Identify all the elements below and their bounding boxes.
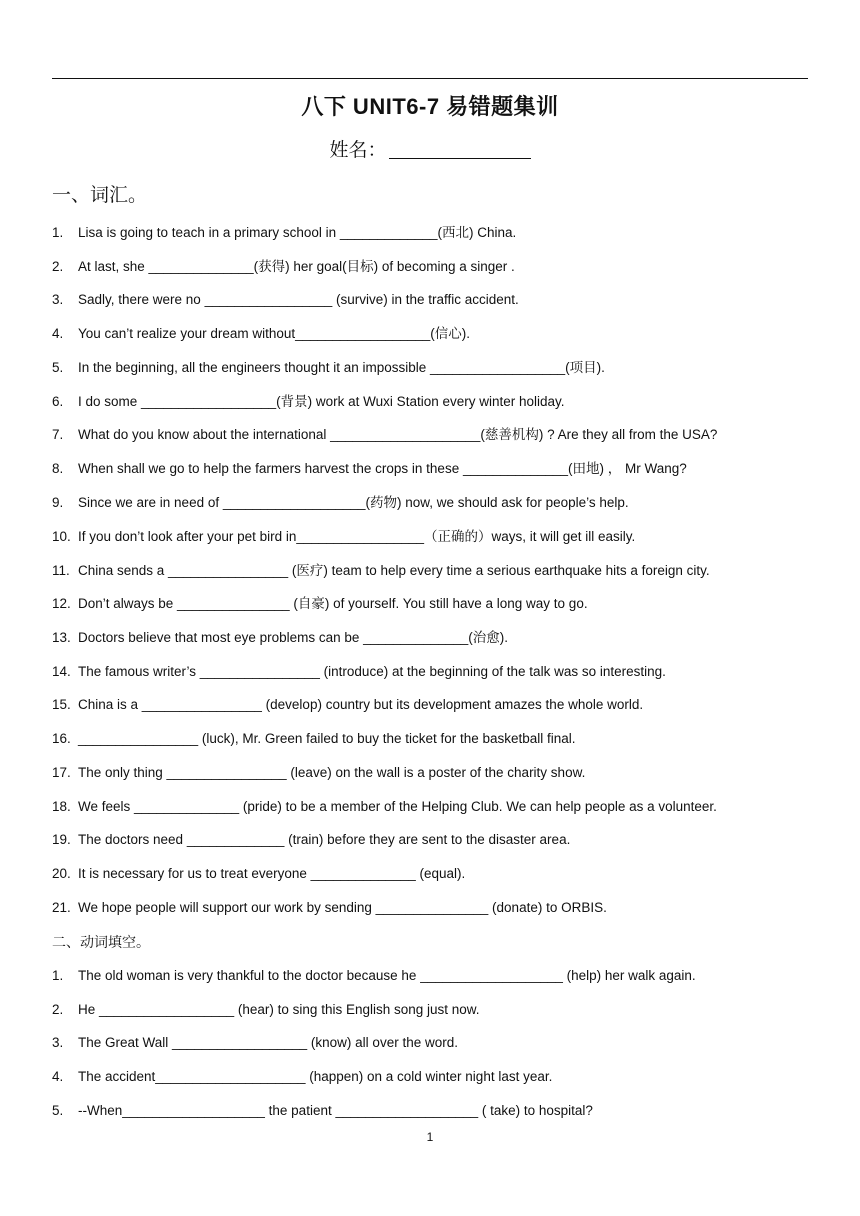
question-text: I do some __________________(背景) work at Wuxi Station every winter holiday. (78, 394, 565, 409)
name-label: 姓名： (329, 139, 387, 161)
name-field-row (0, 135, 860, 162)
question-item: 1. The old woman is very thankful to the doctor because he ___________________ (help) her walk again. (52, 968, 696, 983)
question-text: Lisa is going to teach in a primary school in _____________(西北) China. (78, 225, 517, 240)
question-item: 5. In the beginning, all the engineers thought it an impossible __________________(项目). (52, 360, 605, 375)
question-item: 2. He __________________ (hear) to sing this English song just now. (52, 1002, 480, 1017)
question-item: 12. Don’t always be _______________ (自豪) of yourself. You still have a long way to go. (52, 596, 588, 611)
question-text: China sends a ________________ (医疗) team to help every time a serious earthquake hits a foreign city. (78, 563, 710, 578)
question-item: 5. --When___________________ the patient ___________________ ( take) to hospital? (52, 1103, 593, 1118)
question-text: He __________________ (hear) to sing this English song just now. (78, 1002, 480, 1017)
question-item: 14. The famous writer’s ________________ (introduce) at the beginning of the talk was so interesting. (52, 664, 666, 679)
question-text: Sadly, there were no _________________ (survive) in the traffic accident. (78, 292, 519, 307)
question-item: 16. ________________ (luck), Mr. Green failed to buy the ticket for the basketball final. (52, 731, 576, 746)
question-item: 4. You can’t realize your dream without__________________(信心). (52, 326, 471, 341)
question-item: 21. We hope people will support our work by sending _______________ (donate) to ORBIS. (52, 900, 607, 915)
question-item: 17. The only thing ________________ (leave) on the wall is a poster of the charity show. (52, 765, 586, 780)
page-title: 八下 UNIT6-7 易错题集训 (301, 94, 559, 119)
question-item: 8. When shall we go to help the farmers harvest the crops in these ______________(田地) ， Mr Wang? (52, 461, 687, 476)
question-text: We hope people will support our work by sending _______________ (donate) to ORBIS. (78, 900, 607, 915)
question-text: Don’t always be _______________ (自豪) of yourself. You still have a long way to go. (78, 596, 588, 611)
question-item: 6. I do some __________________(背景) work at Wuxi Station every winter holiday. (52, 394, 565, 409)
question-text: At last, she ______________(获得) her goal(目标) of becoming a singer . (78, 259, 515, 274)
question-text: What do you know about the international ____________________(慈善机构) ? Are they all from the USA? (78, 427, 718, 442)
question-text: The doctors need _____________ (train) before they are sent to the disaster area. (78, 832, 571, 847)
question-text: Since we are in need of ___________________(药物) now, we should ask for people’s help. (78, 495, 629, 510)
question-item: 18. We feels ______________ (pride) to be a member of the Helping Club. We can help people as a volunteer. (52, 799, 717, 814)
question-text: The old woman is very thankful to the doctor because he ___________________ (help) her walk again. (78, 968, 696, 983)
question-text: Doctors believe that most eye problems can be ______________(治愈). (78, 630, 508, 645)
question-item: 3. Sadly, there were no _________________ (survive) in the traffic accident. (52, 292, 519, 307)
question-text: The accident____________________ (happen) on a cold winter night last year. (78, 1069, 553, 1084)
question-item: 1. Lisa is going to teach in a primary school in _____________(西北) China. (52, 225, 517, 240)
question-item: 9. Since we are in need of ___________________(药物) now, we should ask for people’s help. (52, 495, 629, 510)
question-item: 3. The Great Wall __________________ (know) all over the word. (52, 1035, 458, 1050)
name-blank[interactable] (389, 138, 531, 159)
question-item: 15. China is a ________________ (develop) country but its development amazes the whole world. (52, 697, 644, 712)
top-rule (52, 78, 808, 79)
question-item: 10. If you don’t look after your pet bird in_________________（正确的）ways, it will get ill easily. (52, 529, 636, 544)
question-item: 20. It is necessary for us to treat everyone ______________ (equal). (52, 866, 466, 881)
question-text: When shall we go to help the farmers harvest the crops in these ______________(田地) ， Mr Wang? (78, 461, 687, 476)
question-text: The only thing ________________ (leave) on the wall is a poster of the charity show. (78, 765, 586, 780)
question-text: In the beginning, all the engineers thought it an impossible __________________(项目). (78, 360, 605, 375)
question-item: 19. The doctors need _____________ (train) before they are sent to the disaster area. (52, 832, 571, 847)
question-item: 11. China sends a ________________ (医疗) team to help every time a serious earthquake hits a foreign city. (52, 563, 710, 578)
question-text: ________________ (luck), Mr. Green failed to buy the ticket for the basketball final. (78, 731, 576, 746)
question-text: We feels ______________ (pride) to be a member of the Helping Club. We can help people as a volunteer. (78, 799, 717, 814)
question-item: 7. What do you know about the international ____________________(慈善机构) ? Are they all from the USA? (52, 427, 718, 442)
question-text: The famous writer’s ________________ (introduce) at the beginning of the talk was so interesting. (78, 664, 666, 679)
question-text: You can’t realize your dream without__________________(信心). (78, 326, 471, 341)
question-item: 4. The accident____________________ (happen) on a cold winter night last year. (52, 1069, 553, 1084)
question-item: 13. Doctors believe that most eye problems can be ______________(治愈). (52, 630, 508, 645)
section-1-heading: 一、词汇。 (52, 184, 148, 206)
question-text: The Great Wall __________________ (know) all over the word. (78, 1035, 458, 1050)
question-text: If you don’t look after your pet bird in_________________（正确的）ways, it will get ill easily. (78, 529, 636, 544)
page-number: 1 (426, 1130, 434, 1144)
question-text: China is a ________________ (develop) country but its development amazes the whole world. (78, 697, 644, 712)
section-2-heading: 二、动词填空。 (52, 935, 150, 951)
question-text: It is necessary for us to treat everyone ______________ (equal). (78, 866, 466, 881)
question-text: --When___________________ the patient ___________________ ( take) to hospital? (78, 1103, 593, 1118)
question-item: 2. At last, she ______________(获得) her goal(目标) of becoming a singer . (52, 259, 515, 274)
